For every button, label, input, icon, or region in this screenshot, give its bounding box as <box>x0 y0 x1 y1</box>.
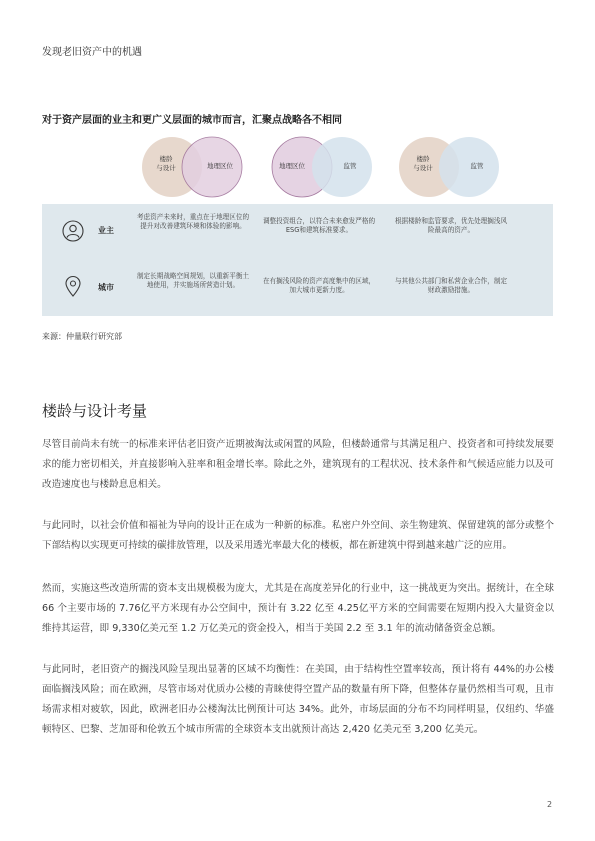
row-label-owner: 业主 <box>98 226 114 235</box>
table-cell: 制定长期战略空间规划，以重新平衡土地使用，并实施场所营造计划。 <box>136 272 250 289</box>
strategy-table <box>42 204 553 316</box>
table-cell: 考虑资产未来时，重点在于地理区位的提升对改善建筑环境和体验的影响。 <box>136 213 250 230</box>
venn-age-design-location <box>138 136 248 198</box>
paragraph-3: 然而，实施这些改造所需的资本支出规模极为庞大，尤其是在高度差异化的行业中，这一挑战更为突出。据统计，在全球 66 个主要市场的 7.76亿平方米现有办公空间中，预计有 3.22 亿至 4.25亿平方米的空间需要在短期内投入大量资金以维持其运营，即 9,330亿美元至 1.2 万亿美元的资金投入，相当于美国 2.2 至 3.1 年的流动储备资金总额。 <box>42 583 554 634</box>
venn-right-label: 监管 <box>343 162 357 170</box>
table-cell: 与其他公共部门和私营企业合作，制定财政激励措施。 <box>394 277 508 294</box>
venn-location-regulation <box>268 136 378 198</box>
paragraph-2: 与此同时，以社会价值和福祉为导向的设计正在成为一种新的标准。私密户外空间、亲生物建筑、保留建筑的部分或整个下部结构以实现更可持续的碳排放管理，以及采用透光率最大化的楼板，都在新建筑中得到越来越广泛的应用。 <box>42 520 554 551</box>
row-label-city: 城市 <box>98 283 114 292</box>
person-icon <box>62 220 84 242</box>
running-header: 发现老旧资产中的机遇 <box>42 47 142 58</box>
paragraph-1: 尽管目前尚未有统一的标准来评估老旧资产近期被淘汰或闲置的风险，但楼龄通常与其满足租户、投资者和可持续发展要求的能力密切相关，并直接影响入驻率和租金增长率。除此之外，建筑现有的工程状况、技术条件和气候适应能力以及可改造速度也与楼龄息息相关。 <box>42 439 554 490</box>
figure-title: 对于资产层面的业主和更广义层面的城市而言，汇聚点战略各不相同 <box>42 115 342 126</box>
source-note: 来源：仲量联行研究部 <box>42 332 122 341</box>
venn-right-label: 地理区位 <box>207 162 233 170</box>
table-cell: 根据楼龄和监管要求，优先处理搁浅风险最高的资产。 <box>394 217 508 234</box>
location-pin-icon <box>62 275 84 297</box>
paragraph-4: 与此同时，老旧资产的搁浅风险呈现出显著的区域不均衡性：在美国，由于结构性空置率较高，预计将有 44%的办公楼面临搁浅风险；而在欧洲，尽管市场对优质办公楼的青睐使得空置产品的数量有所下降，但整体存量仍然相当可观，且市场需求相对疲软，因此，欧洲老旧办公楼淘汰比例预计可达 34%。此外，市场层面的分布不均同样明显，仅纽约、华盛顿特区、巴黎、芝加哥和伦敦五个城市所需的全球资本支出就预计高达 2,420 亿美元至 3,200 亿美元。 <box>42 664 554 735</box>
venn-left-label: 楼龄 与设计 <box>156 155 176 172</box>
venn-age-design-regulation <box>395 136 505 198</box>
page-number: 2 <box>547 800 553 809</box>
venn-right-label: 监管 <box>470 162 484 170</box>
venn-left-label: 地理区位 <box>279 162 305 170</box>
table-cell: 在有搁浅风险的资产高度集中的区域，加大城市更新力度。 <box>262 277 376 294</box>
section-heading: 楼龄与设计考量 <box>42 402 148 420</box>
table-cell: 调整投资组合，以符合未来愈发严格的ESG和建筑标准要求。 <box>262 217 376 234</box>
venn-left-label: 楼龄 与设计 <box>413 155 433 172</box>
